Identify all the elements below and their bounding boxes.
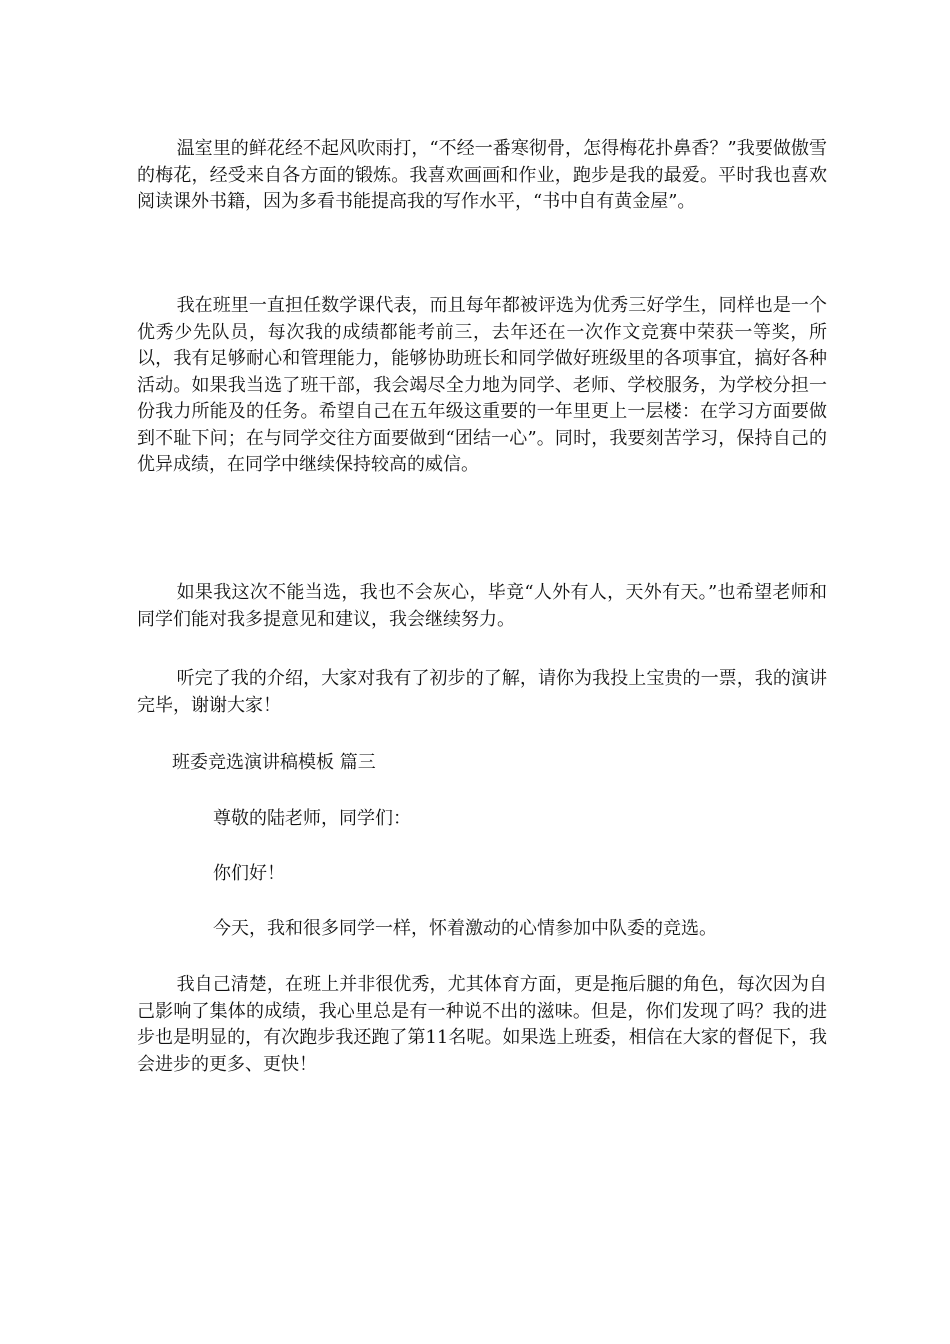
paragraph-plum-blossom: 温室里的鲜花经不起风吹雨打，“不经一番寒彻骨，怎得梅花扑鼻香？”我要做傲雪的梅花，经受来自各方面的锻炼。我喜欢画画和作业，跑步是我的最爱。平时我也喜欢阅读课外书籍，因为多看书能提高我的写作水平，“书中自有黄金屋”。: [137, 138, 827, 212]
section-title: 班委竞选演讲稿模板 篇三: [172, 752, 376, 773]
hello-line: 你们好！: [213, 863, 285, 884]
paragraph-thanks: 听完了我的介绍，大家对我有了初步的了解，请你为我投上宝贵的一票，我的演讲完毕，谢谢大家！: [137, 668, 827, 716]
paragraph-class-representative: 我在班里一直担任数学课代表，而且每年都被评选为优秀三好学生，同样也是一个优秀少先队员，每次我的成绩都能考前三，去年还在一次作文竞赛中荣获一等奖，所以，我有足够耐心和管理能力，能够协助班长和同学做好班级里的各项事宜，搞好各种活动。如果我当选了班干部，我会竭尽全力地为同学、老师、学校服务，为学校分担一份我力所能及的任务。希望自己在五年级这重要的一年里更上一层楼：在学习方面要做到不耻下问；在与同学交往方面要做到“团结一心”。同时，我要刻苦学习，保持自己的优异成绩，在同学中继续保持较高的威信。: [137, 295, 827, 475]
intro-line: 今天，我和很多同学一样，怀着激动的心情参加中队委的竞选。: [213, 918, 717, 939]
paragraph-progress: 我自己清楚，在班上并非很优秀，尤其体育方面，更是拖后腿的角色，每次因为自己影响了集体的成绩，我心里总是有一种说不出的滋味。但是，你们发现了吗？我的进步也是明显的，有次跑步我还跑了第11名呢。如果选上班委，相信在大家的督促下，我会进步的更多、更快！: [137, 974, 827, 1075]
paragraph-not-elected: 如果我这次不能当选，我也不会灰心，毕竟“人外有人，天外有天。”也希望老师和同学们能对我多提意见和建议，我会继续努力。: [137, 582, 827, 630]
greeting-line: 尊敬的陆老师，同学们：: [213, 808, 411, 829]
